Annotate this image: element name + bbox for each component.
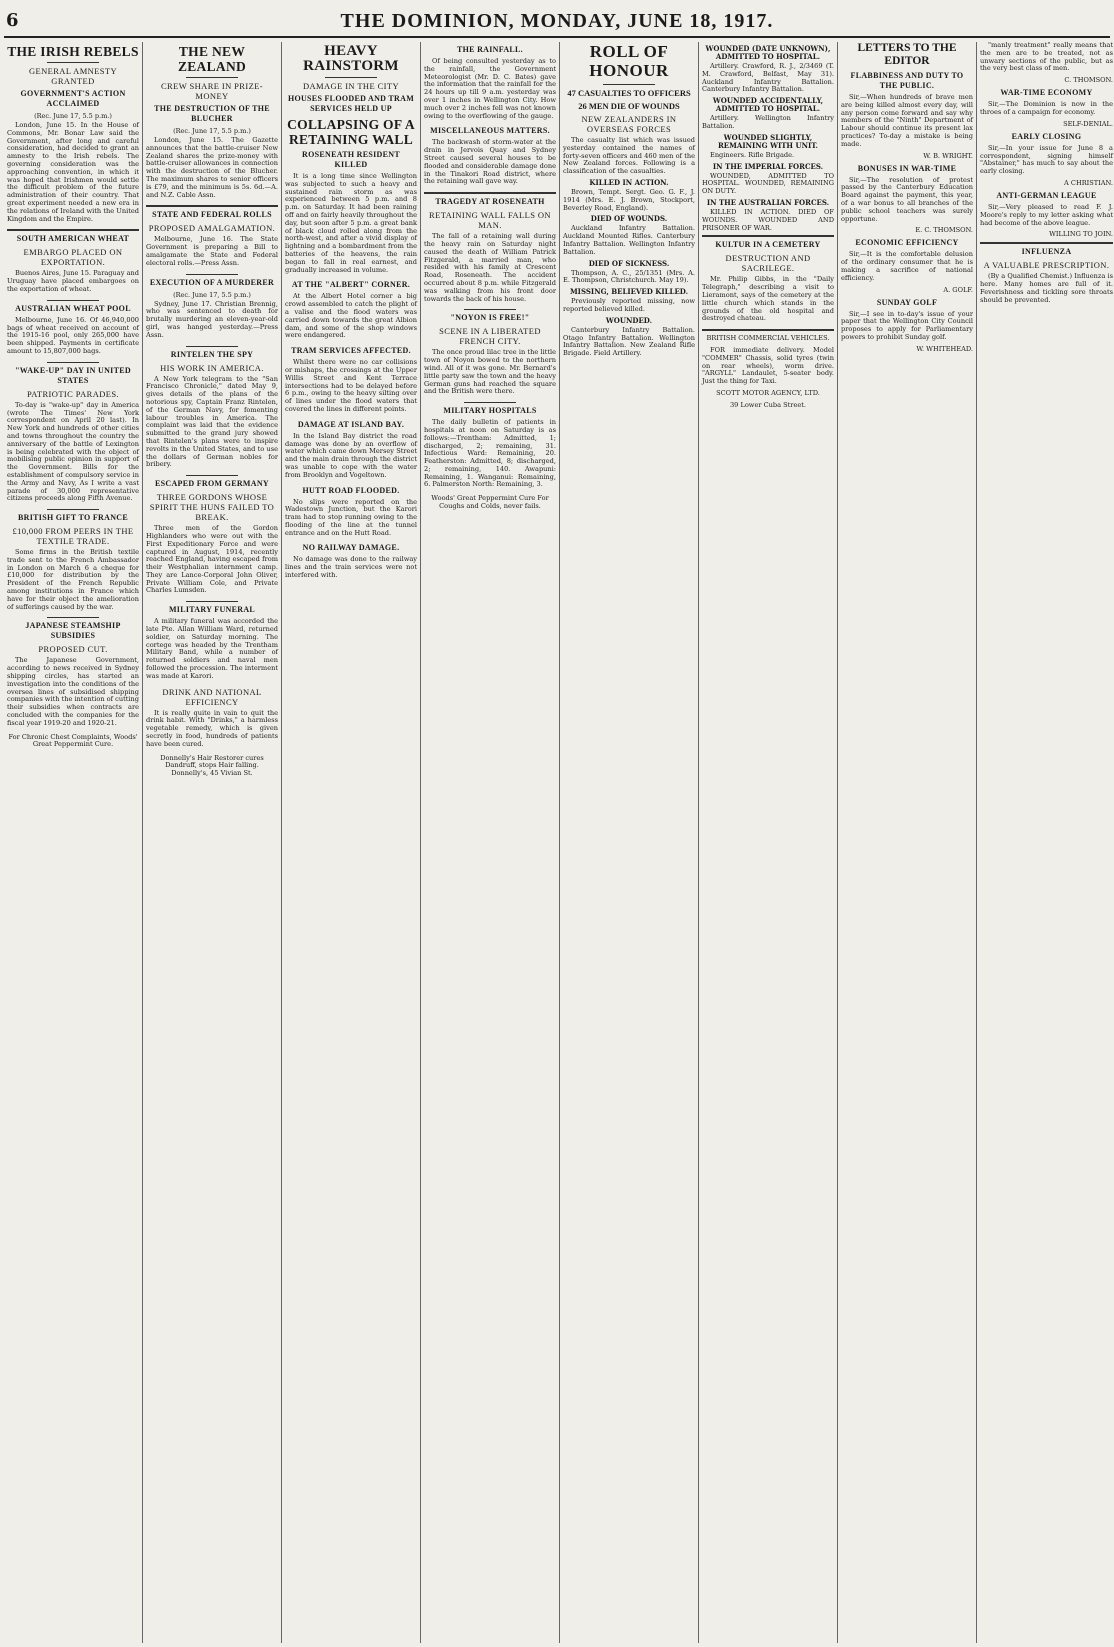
divider bbox=[325, 77, 378, 78]
subheadline: PROPOSED CUT. bbox=[38, 644, 108, 655]
article-body: (By a Qualified Chemist.) Influenza is here. Many homes are full of it. Feverishness and tickling sore throats should be prevented. bbox=[980, 272, 1113, 304]
dateline: (Rec. June 17, 5.5 p.m.) bbox=[173, 290, 251, 299]
subheadline: ECONOMIC EFFICIENCY bbox=[855, 238, 959, 248]
article-noyon bbox=[424, 313, 556, 396]
section-heading: WOUNDED SLIGHTLY, REMAINING WITH UNIT. bbox=[717, 132, 818, 150]
headline: BRITISH GIFT TO FRANCE bbox=[18, 513, 128, 523]
article-body: Melbourne, June 16. The State Government is preparing a Bill to amalgamate the State and Federal electoral rolls.—Press Assn. bbox=[146, 235, 278, 267]
casualty-list: Thompson, A. C., 25/1351 (Mrs. A. E. Thompson, Christchurch. May 19). bbox=[563, 268, 695, 285]
column-8 bbox=[977, 42, 1114, 1643]
subheadline: PATRIOTIC PARADES. bbox=[26, 388, 120, 399]
divider bbox=[186, 77, 239, 78]
section-heading: WOUNDED (DATE UNKNOWN), ADMITTED TO HOSPITAL. bbox=[705, 44, 831, 61]
dateline: (Rec. June 17, 5.5 p.m.) bbox=[34, 112, 112, 120]
letter-body: Sir,—The Dominion is now in the throes of a campaign for economy. bbox=[980, 100, 1113, 116]
advertisement-name: SCOTT MOTOR AGENCY, LTD. bbox=[716, 388, 820, 397]
article-military-hospitals bbox=[424, 406, 556, 489]
letter-signature: WILLING TO JOIN. bbox=[1049, 230, 1113, 239]
subheadline: £10,000 FROM PEERS IN THE TEXTILE TRADE. bbox=[12, 526, 134, 547]
headline: TRAGEDY AT ROSENEATH bbox=[435, 197, 545, 207]
divider bbox=[186, 601, 239, 602]
article-new-zealand-prize bbox=[146, 44, 278, 199]
article-influenza bbox=[980, 247, 1113, 304]
article-body: It is really quite in vain to quit the drink habit. With "Drinks," a harmless vegetable remedy, which is given secretly in food, hundreds of patients have been cured. bbox=[146, 708, 278, 748]
advertisement: Donnelly's Hair Restorer cures Dandruff, stops Hair falling. Donnelly's, 45 Vivian St. bbox=[160, 753, 264, 778]
columns bbox=[4, 42, 1113, 1643]
letter-signature: C. THOMSON. bbox=[1064, 76, 1113, 85]
letter-signature: A CHRISTIAN. bbox=[1064, 178, 1113, 187]
headline: "WAKE-UP" DAY IN UNITED STATES bbox=[15, 365, 131, 385]
casualty-list: Canterbury Infantry Battalion. Otago Infantry Battalion. Wellington Infantry Battalion. New Zealand Rifle Brigade. Field Artillery. bbox=[563, 325, 695, 358]
casualty-list: Artillery. Crawford, R. J., 2/3469 (T. M. Crawford, Belfast, May 31). Auckland Infantry Battalion. Canterbury Infantry Battalion. bbox=[702, 62, 834, 94]
article-tram-services bbox=[285, 346, 417, 414]
subheadline: HOUSES FLOODED AND TRAM SERVICES HELD UP bbox=[287, 94, 415, 113]
article-body: The Japanese Government, according to news received in Sydney shipping circles, has started an investigation into the conditions of the oversea lines of subsidised shipping companies with the intention of cutting their subsidies when contracts are concluded with the companies for the fiscal year 1919-20 and 1920-21. bbox=[7, 656, 139, 727]
advertisement: For Chronic Chest Complaints, Woods' Great Peppermint Cure. bbox=[8, 732, 138, 749]
subheadline: EMBARGO PLACED ON EXPORTATION. bbox=[23, 247, 123, 268]
advertisement-body: FOR immediate delivery. Model "COMMER" Chassis, solid tyres (twin on rear wheels), worm drive. "ARGYLL" Landaulet, 5-seater body. Just the thing for Taxi. bbox=[702, 345, 834, 386]
article-wake-up-day bbox=[7, 366, 139, 503]
article-body: The daily bulletin of patients in hospitals at noon on Saturday is as follows:—Trentham: Admitted, 1; discharged, 2; remaining, 31. Infectious Ward: Remaining, 20. Featherston: Admitted, 8; discharged, 2; remaining, 140. Awapuni: Remaining, 1. Wanganui: Remaining, 6. Palmerston North: Remaining, 3. bbox=[424, 418, 556, 489]
letter-body: Sir,—Very pleased to read F. J. Moore's reply to my letter asking what had become of the above league. bbox=[980, 202, 1113, 227]
divider bbox=[702, 329, 834, 331]
article-miscellaneous bbox=[424, 126, 556, 186]
article-rintelen bbox=[146, 350, 278, 470]
divider bbox=[464, 402, 517, 403]
subheadline: TRAM SERVICES AFFECTED. bbox=[291, 346, 411, 356]
divider bbox=[186, 274, 239, 275]
headline: MILITARY FUNERAL bbox=[168, 605, 256, 615]
headline: RINTELEN THE SPY bbox=[170, 349, 254, 359]
article-body: The casualty list which was issued yesterday contained the names of forty-seven officers and 460 men of the New Zealand forces. Following is a classification of the casualties. bbox=[563, 136, 695, 176]
headline: DRINK AND NATIONAL EFFICIENCY bbox=[162, 686, 262, 707]
article-body: Of being consulted yesterday as to the rainfall, the Government Meteorologist (Mr. D. C. Bates) gave the information that the rainfall for the 24 hours up till 9 a.m. yesterday was over 1 inches in Wellington City. How much over 2 inches fell was not known owing to the overflowing of the gauge. bbox=[424, 57, 556, 120]
article-hutt-road bbox=[285, 486, 417, 538]
divider bbox=[186, 475, 239, 476]
divider bbox=[702, 235, 834, 237]
letter-signature: SELF-DENIAL. bbox=[1063, 119, 1113, 128]
divider bbox=[603, 84, 656, 85]
subheadline: DAMAGE AT ISLAND BAY. bbox=[297, 419, 405, 429]
subheadline: 26 MEN DIE OF WOUNDS bbox=[578, 101, 680, 111]
divider bbox=[7, 229, 139, 231]
advertisement-address: 39 Lower Cuba Street. bbox=[729, 400, 807, 409]
subheadline: AT THE "ALBERT" CORNER. bbox=[291, 280, 411, 290]
subheadline: DAMAGE IN THE CITY bbox=[302, 81, 400, 91]
article-rainfall bbox=[424, 45, 556, 120]
section-heading: IN THE IMPERIAL FORCES. bbox=[712, 161, 824, 171]
headline: SOUTH AMERICAN WHEAT bbox=[16, 234, 130, 244]
section-heading: KILLED IN ACTION. bbox=[589, 177, 669, 187]
article-heavy-rainstorm bbox=[285, 44, 417, 274]
article-body: The once proud lilac tree in the little town of Noyon bowed to the northern wind. All of it was gone. Mr. Bernard's little party saw the town and the heavy German guns had reached the square and the British were there. bbox=[424, 348, 556, 396]
casualty-list: WOUNDED, ADMITTED TO HOSPITAL. WOUNDED, REMAINING ON DUTY. bbox=[702, 171, 834, 196]
page-number: 6 bbox=[6, 10, 19, 31]
headline: STATE AND FEDERAL ROLLS bbox=[152, 210, 272, 220]
article-body: It is a long time since Wellington was subjected to such a heavy and sustained rain storm as was experienced between 5 p.m. and 8 p.m. on Saturday. It had been raining off and on fairly heavily throughout the day, but soon after 5 p.m. a great bank of black cloud rolled along from the north-west, and after a vivid display of lightning and a bombardment from the batteries of the heavens, the rain began to fall in real earnest, and gradually increased in volume. bbox=[285, 172, 417, 274]
letter-signature: W. B. WRIGHT. bbox=[923, 151, 973, 160]
article-escaped-germany bbox=[146, 479, 278, 595]
casualty-list: KILLED IN ACTION. DIED OF WOUNDS. WOUNDED AND PRISONER OF WAR. bbox=[702, 207, 834, 232]
column-3 bbox=[282, 42, 421, 1643]
column-4 bbox=[421, 42, 560, 1643]
article-body: In the Island Bay district the road damage was done by an overflow of water which came down Mersey Street and the main drain through the district was unable to cope with the water from Brooklyn and Vogeltown. bbox=[285, 431, 417, 479]
article-body: The fall of a retaining wall during the heavy rain on Saturday night caused the death of William Patrick Fitzgerald, a married man, who resided with his family at Crescent Road, Roseneath. The accident occurred about 8 p.m. while Fitzgerald was walking from his front door towards the back of his house. bbox=[424, 232, 556, 303]
headline: LETTERS TO THE EDITOR bbox=[857, 42, 957, 67]
advertisement: Woods' Great Peppermint Cure For Coughs and Colds, never fails. bbox=[431, 494, 549, 511]
article-body: Three men of the Gordon Highlanders who were out with the First Expeditionary Force and were captured in August, 1914, recently reached England, having escaped from their Westphalian internment camp. They are Lance-Corporal John Oliver, Private William Cole, and Private Charles Lumsden. bbox=[146, 524, 278, 595]
letter-body: Sir,—It is the comfortable delusion of the ordinary consumer that he is making a sacrifice of national efficiency. bbox=[841, 250, 973, 282]
casualty-list: Artillery. Wellington Infantry Battalion. bbox=[702, 114, 834, 130]
subheadline: MISCELLANEOUS MATTERS. bbox=[430, 126, 550, 136]
article-body: Whilst there were no car collisions or mishaps, the crossings at the Upper Willis Street and Kent Terrace intersections had to be delayed before 6 p.m., owing to the heavy silting over of lines under the flood waters that covered the lines in different points. bbox=[285, 358, 417, 413]
divider bbox=[47, 62, 100, 63]
article-south-american-wheat bbox=[7, 234, 139, 293]
letter-body: Sir,—I see in to-day's issue of your paper that the Wellington City Council proposes to apply for Parliamentary powers to prohibit Sunday golf. bbox=[841, 309, 973, 341]
article-british-gift-france bbox=[7, 513, 139, 611]
divider bbox=[464, 309, 517, 310]
headline: ROLL OF HONOUR bbox=[589, 42, 669, 80]
letter-body: Sir,—The resolution of protest passed by the Canterbury Education Board against the payment, this year, of a war bonus to all branches of the public school teachers was surely opportune. bbox=[841, 175, 973, 223]
subheadline: FLABBINESS AND DUTY TO THE PUBLIC. bbox=[850, 71, 964, 90]
subheadline: THE DESTRUCTION OF THE BLUCHER bbox=[154, 104, 270, 123]
section-heading: DIED OF SICKNESS. bbox=[588, 258, 670, 268]
masthead-rule bbox=[4, 36, 1110, 38]
subheadline: EARLY CLOSING bbox=[1011, 131, 1082, 141]
letter-body: "manly treatment" really means that the men are to be treated, not as unwary sections of the public, but as the very best class of men. bbox=[980, 42, 1113, 73]
headline: HEAVY RAINSTORM bbox=[303, 43, 399, 74]
subheadline: NO RAILWAY DAMAGE. bbox=[302, 543, 400, 553]
subheadline: SUNDAY GOLF bbox=[876, 297, 938, 307]
section-heading: IN THE AUSTRALIAN FORCES. bbox=[706, 197, 830, 207]
article-body: To-day is "wake-up" day in America (wrote The Times' New York correspondent on April 20 last). In New York and hundreds of other cities and towns throughout the country the anniversary of the battle of Lexington is being celebrated with the object of mobilising public opinion in support of the Government. Bills for the establishment of compulsory service in the Army and Navy, As I write a vast parade of 30,000 representative citizens proceeds along Fifth Avenue. bbox=[7, 400, 139, 503]
headline: ESCAPED FROM GERMANY bbox=[155, 479, 269, 489]
article-body: A New York telegram to the "San Francisco Chronicle," dated May 9, gives details of the plans of the notorious spy, Captain Franz Rintelen, of the German Navy, for fomenting labour troubles in America. The complaint was laid that the evidence submitted to the grand jury showed that Rintelen's plans were to inspire revolts in the United States, and to use the dollars of German nobles for bribery. bbox=[146, 374, 278, 469]
divider bbox=[186, 346, 239, 347]
letter-signature: W. WHITEHEAD. bbox=[916, 344, 973, 353]
casualty-list: Auckland Infantry Battalion. Auckland Mounted Rifles. Canterbury Infantry Battalion. Wellington Infantry Battalion. bbox=[563, 224, 695, 256]
headline: KULTUR IN A CEMETERY bbox=[715, 240, 821, 250]
article-albert-corner bbox=[285, 280, 417, 340]
letter-signature: E. C. THOMSON. bbox=[915, 226, 973, 235]
section-heading: MISSING, BELIEVED KILLED. bbox=[569, 287, 689, 297]
headline: EXECUTION OF A MURDERER bbox=[149, 277, 275, 287]
subheadline: HUTT ROAD FLOODED. bbox=[302, 485, 400, 495]
letter-body: Sir,—In your issue for June 8 a correspondent, signing himself "Abstainer," has much to say about the early closing. bbox=[980, 143, 1113, 176]
casualty-list: Previously reported missing, now reported believed killed. bbox=[563, 297, 695, 313]
subheadline: SCENE IN A LIBERATED FRENCH CITY. bbox=[439, 326, 541, 347]
subheadline: ANTI-GERMAN LEAGUE bbox=[996, 190, 1097, 200]
divider bbox=[146, 205, 278, 207]
subheadline: GENERAL AMNESTY GRANTED bbox=[28, 66, 118, 86]
section-heading: WOUNDED. bbox=[605, 315, 653, 325]
subheadline: RETAINING WALL FALLS ON MAN. bbox=[429, 210, 551, 231]
subheadline: BONUSES IN WAR-TIME bbox=[857, 163, 957, 173]
subheadline: NEW ZEALANDERS IN OVERSEAS FORCES bbox=[581, 114, 677, 134]
column-6 bbox=[699, 42, 838, 1643]
masthead bbox=[0, 10, 1114, 30]
article-body: The backwash of storm-water at the drain in Jervois Quay and Sydney Street caused several houses to be flooded and considerable damage done in the Tinakori Road district, where the retaining wall gave way. bbox=[424, 138, 556, 186]
article-railway bbox=[285, 543, 417, 579]
article-body: Melbourne, June 16. Of 46,940,000 bags of wheat received on account of the 1915-16 pool, only 265,000 have been shipped. Payments in certificate amount to 15,807,000 bags. bbox=[7, 315, 139, 355]
headline: THE IRISH REBELS bbox=[7, 44, 139, 59]
article-body: No damage was done to the railway lines and the train services were not interfered with. bbox=[285, 555, 417, 580]
subheadline: 47 CASUALTIES TO OFFICERS bbox=[567, 88, 691, 98]
subheadline: A VALUABLE PRESCRIPTION. bbox=[983, 260, 1110, 271]
subheadline: HIS WORK IN AMERICA. bbox=[160, 362, 264, 373]
divider bbox=[47, 300, 100, 301]
article-irish-rebels bbox=[7, 44, 139, 223]
article-australian-wheat-pool bbox=[7, 304, 139, 356]
letter-body: Sir,—When hundreds of brave men are being killed almost every day, will any person come forward and say why members of the "Ninth" Department of Labour should continue its present lax practices? To-day a mistake is being made. bbox=[841, 93, 973, 148]
newspaper-title: THE DOMINION, MONDAY, JUNE 18, 1917. bbox=[340, 10, 774, 32]
subheadline: THE RAINFALL. bbox=[457, 45, 523, 54]
casualty-list: Engineers. Rifle Brigade. bbox=[710, 150, 795, 159]
headline: JAPANESE STEAMSHIP SUBSIDIES bbox=[25, 621, 121, 641]
column-2 bbox=[143, 42, 282, 1643]
article-body: Sydney, June 17. Christian Brennig, who was sentenced to death for brutally murdering an eleven-year-old girl, was hanged yesterday.—Press Assn. bbox=[146, 299, 278, 339]
article-body: Some firms in the British textile trade sent to the French Ambassador in London on March 6 a cheque for £10,000 for distribution by the President of the French Republic among institutions in France which have for their object the amelioration of sufferings caused by the war. bbox=[7, 548, 139, 611]
headline: INFLUENZA bbox=[1021, 247, 1072, 257]
article-state-federal-rolls bbox=[146, 210, 278, 267]
subheadline: PROPOSED AMALGAMATION. bbox=[148, 223, 276, 234]
article-island-bay bbox=[285, 420, 417, 480]
section-heading: DIED OF WOUNDS. bbox=[590, 214, 668, 224]
headline: "NOYON IS FREE!" bbox=[450, 313, 530, 323]
article-body: No slips were reported on the Wadestown Junction, but the Karori tram had to stop running owing to the flooding of the line at the tunnel entrance and on the Hutt Road. bbox=[285, 497, 417, 537]
subheadline: DESTRUCTION AND SACRILEGE. bbox=[725, 253, 811, 274]
article-body: Mr. Philip Gibbs, in the "Daily Telegraph," describing a visit to Lieramont, says of the cemetery at the little church which stands in the grounds of the old hospital and destroyed chateau. bbox=[702, 275, 834, 323]
article-kultur-cemetery bbox=[702, 240, 834, 323]
article-military-funeral bbox=[146, 605, 278, 680]
subheadline: COLLAPSING OF A RETAINING WALL bbox=[287, 117, 415, 147]
article-execution bbox=[146, 278, 278, 340]
headline: THE NEW ZEALAND bbox=[177, 44, 247, 74]
article-body: Buenos Aires, June 15. Paraguay and Uruguay have placed embargoes on the exportation of wheat. bbox=[7, 269, 139, 293]
section-heading: WOUNDED ACCIDENTALLY, ADMITTED TO HOSPITAL. bbox=[712, 96, 824, 114]
column-5 bbox=[560, 42, 699, 1643]
column-7 bbox=[838, 42, 977, 1643]
advertisement-heading: BRITISH COMMERCIAL VEHICLES. bbox=[706, 334, 830, 343]
headline: AUSTRALIAN WHEAT POOL bbox=[15, 303, 131, 313]
article-body: London, June 15. In the House of Commons, Mr. Bonar Law said the Government, after long and careful consideration, had decided to grant an amnesty to the Irish rebels. The governing consideration was the approaching convention, in which it was hoped that Irishmen would settle the difficult problem of the future administration of their country. That great experiment needed a new era in the relations of Ireland with the United Kingdom and the Empire. bbox=[7, 121, 139, 223]
headline: MILITARY HOSPITALS bbox=[443, 406, 537, 416]
article-body: London, June 15. The Gazette announces that the battle-cruiser New Zealand shares the prize-money with battle-cruiser allowances in connection with the destruction of the Blucher. The maximum shares to senior officers is £79, and the minimum is 5s. 6d.—A. and N.Z. Cable Assn. bbox=[146, 136, 278, 199]
subheadline: THREE GORDONS WHOSE SPIRIT THE HUNS FAILED TO BREAK. bbox=[149, 492, 275, 523]
letter-signature: A. GOLF. bbox=[943, 285, 973, 294]
divider bbox=[980, 242, 1113, 244]
article-body: At the Albert Hotel corner a big crowd assembled to catch the plight of a valise and the flood waters was carried down towards the great Albion dam, and some of the shop windows were endangered. bbox=[285, 292, 417, 340]
article-drink-efficiency bbox=[146, 687, 278, 749]
subheadline: GOVERNMENT'S ACTION ACCLAIMED bbox=[20, 89, 126, 108]
divider bbox=[47, 362, 100, 363]
divider bbox=[424, 192, 556, 194]
divider bbox=[47, 509, 100, 510]
divider bbox=[47, 617, 100, 618]
subheadline: WAR-TIME ECONOMY bbox=[1000, 88, 1093, 98]
article-body: A military funeral was accorded the late Pte. Allan William Ward, returned soldier, on Saturday morning. The cortege was headed by the Trentham Military Band, while a number of returned soldiers and naval men followed the procession. The interment was made at Karori. bbox=[146, 617, 278, 680]
column-1 bbox=[4, 42, 143, 1643]
subheadline: ROSENEATH RESIDENT KILLED bbox=[302, 150, 400, 169]
casualty-list: Brown, Tempt. Sergt. Geo. G. F., J. 1914 (Mrs. E. J. Brown, Stockport, Beverley Road, England). bbox=[563, 187, 695, 212]
subheadline: CREW SHARE IN PRIZE-MONEY bbox=[160, 81, 264, 101]
article-japanese-subsidies bbox=[7, 621, 139, 727]
dateline: (Rec. June 17, 5.5 p.m.) bbox=[173, 127, 251, 135]
article-tragedy-roseneath bbox=[424, 197, 556, 303]
